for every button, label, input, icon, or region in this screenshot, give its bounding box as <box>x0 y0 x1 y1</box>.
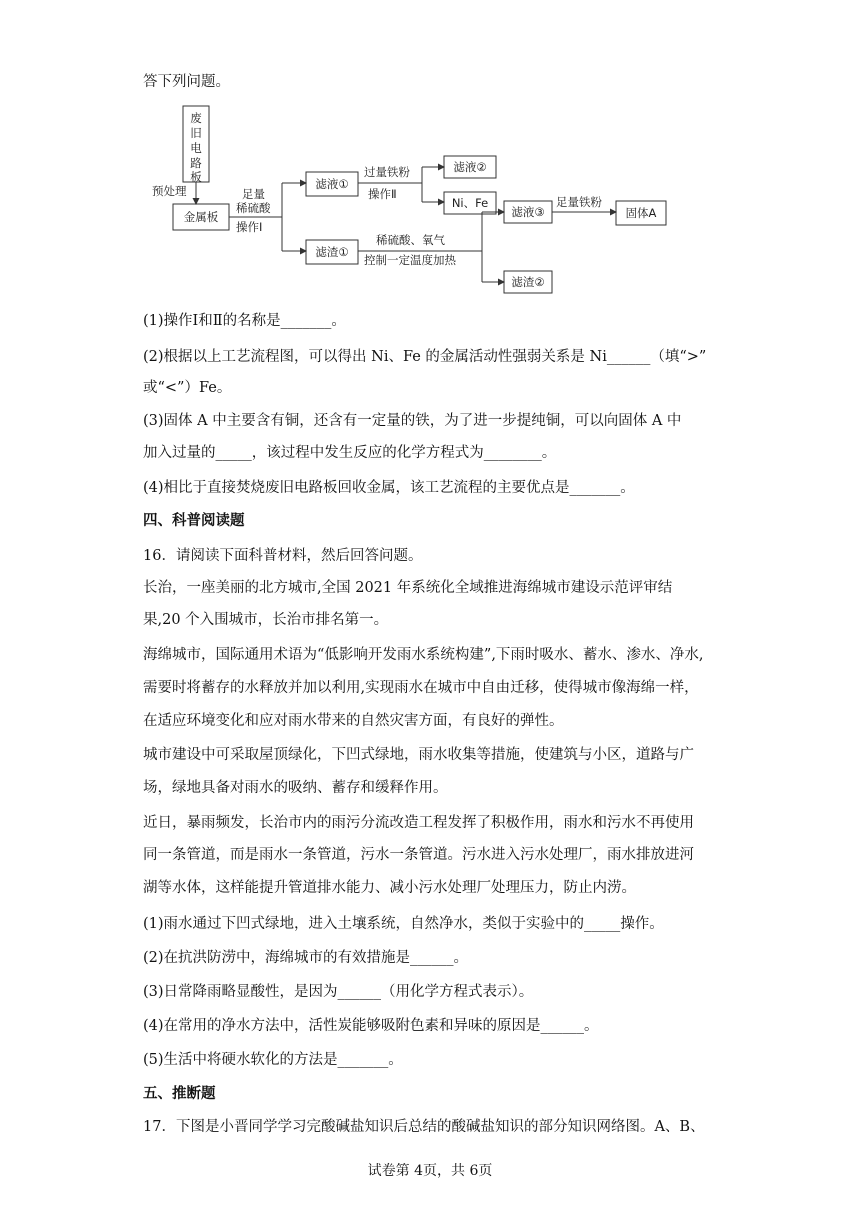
source-char: 板 <box>190 170 202 184</box>
q16-part2: (2)在抗洪防涝中，海绵城市的有效措施是______。 <box>143 950 469 966</box>
passage-line: 在适应环境变化和应对雨水带来的自然灾害方面，有良好的弹性。 <box>143 713 564 729</box>
source-char: 路 <box>190 156 202 170</box>
passage-line: 城市建设中可采取屋顶绿化，下凹式绿地，雨水收集等措施，使建筑与小区，道路与广 <box>143 747 694 763</box>
passage-line: 长治，一座美丽的北方城市,全国 2021 年系统化全域推进海绵城市建设示范评审结 <box>143 580 673 596</box>
section-heading-5: 五、推断题 <box>143 1085 216 1102</box>
op1-label: 足量 <box>242 187 265 201</box>
source-char: 废 <box>190 111 202 125</box>
q15-part3: (3)固体 A 中主要含有铜，还含有一定量的铁，为了进一步提纯铜，可以向固体 A 中 <box>143 413 682 429</box>
q16-part5: (5)生活中将硬水软化的方法是_______。 <box>143 1052 403 1068</box>
heat-label: 稀硫酸、氧气 <box>376 233 445 247</box>
filtrate3-label: 滤液③ <box>511 205 545 219</box>
solid-a-label: 固体A <box>625 206 657 220</box>
filtrate2-label: 滤液② <box>453 160 487 174</box>
q16-part1: (1)雨水通过下凹式绿地，进入土壤系统，自然净水，类似于实验中的_____操作。 <box>143 916 664 932</box>
q15-part3-cont: 加入过量的_____，该过程中发生反应的化学方程式为________。 <box>143 445 557 461</box>
passage-line: 果,20 个入围城市，长治市排名第一。 <box>143 612 389 628</box>
passage-line: 需要时将蓄存的水释放并加以利用,实现雨水在城市中自由迁移，使得城市像海绵一样， <box>143 680 699 696</box>
passage-line: 场，绿地具备对雨水的吸纳、蓄存和缓释作用。 <box>143 780 448 796</box>
heat-label: 控制一定温度加热 <box>364 253 456 267</box>
passage-line: 同一条管道，而是雨水一条管道，污水一条管道。污水进入污水处理厂，雨水排放进河 <box>143 847 694 863</box>
metal-plate-label: 金属板 <box>183 210 219 224</box>
q16-intro: 16．请阅读下面科普材料，然后回答问题。 <box>143 548 423 564</box>
pretreat-label: 预处理 <box>152 184 187 198</box>
process-flowchart <box>0 0 860 300</box>
q16-part3: (3)日常降雨略显酸性，是因为______（用化学方程式表示）。 <box>143 984 534 1000</box>
residue1-label: 滤渣① <box>315 245 349 259</box>
op1-label: 操作Ⅰ <box>236 220 263 234</box>
q15-part1: (1)操作Ⅰ和Ⅱ的名称是_______。 <box>143 313 346 329</box>
excess-fe-label: 足量铁粉 <box>556 195 602 209</box>
q15-part4: (4)相比于直接焚烧废旧电路板回收金属，该工艺流程的主要优点是_______。 <box>143 480 635 496</box>
passage-line: 湖等水体，这样能提升管道排水能力、减小污水处理厂处理压力，防止内涝。 <box>143 880 636 896</box>
source-char: 电 <box>190 141 202 155</box>
filtrate1-label: 滤液① <box>315 177 349 191</box>
q17-intro: 17．下图是小晋同学学习完酸碱盐知识后总结的酸碱盐知识的部分知识网络图。A、B、 <box>143 1119 705 1135</box>
q15-part2-cont: 或“<”）Fe。 <box>143 380 232 396</box>
nife-label: Ni、Fe <box>451 196 489 210</box>
op2-label: 过量铁粉 <box>364 165 410 179</box>
page-footer: 试卷第 4页，共 6页 <box>367 1163 493 1179</box>
q16-part4: (4)在常用的净水方法中，活性炭能够吸附色素和异味的原因是______。 <box>143 1018 599 1034</box>
op1-label: 稀硫酸 <box>236 201 271 215</box>
passage-line: 近日，暴雨频发，长治市内的雨污分流改造工程发挥了积极作用，雨水和污水不再使用 <box>143 815 694 831</box>
passage-line: 海绵城市，国际通用术语为“低影响开发雨水系统构建”,下雨时吸水、蓄水、渗水、净水, <box>143 647 704 663</box>
q15-part2: (2)根据以上工艺流程图，可以得出 Ni、Fe 的金属活动性强弱关系是 Ni______（填“>” <box>143 349 707 365</box>
op2-label: 操作Ⅱ <box>368 187 397 201</box>
source-char: 旧 <box>190 126 202 140</box>
intro-text: 答下列问题。 <box>143 74 230 90</box>
section-heading-4: 四、科普阅读题 <box>143 512 245 529</box>
residue2-label: 滤渣② <box>511 275 545 289</box>
